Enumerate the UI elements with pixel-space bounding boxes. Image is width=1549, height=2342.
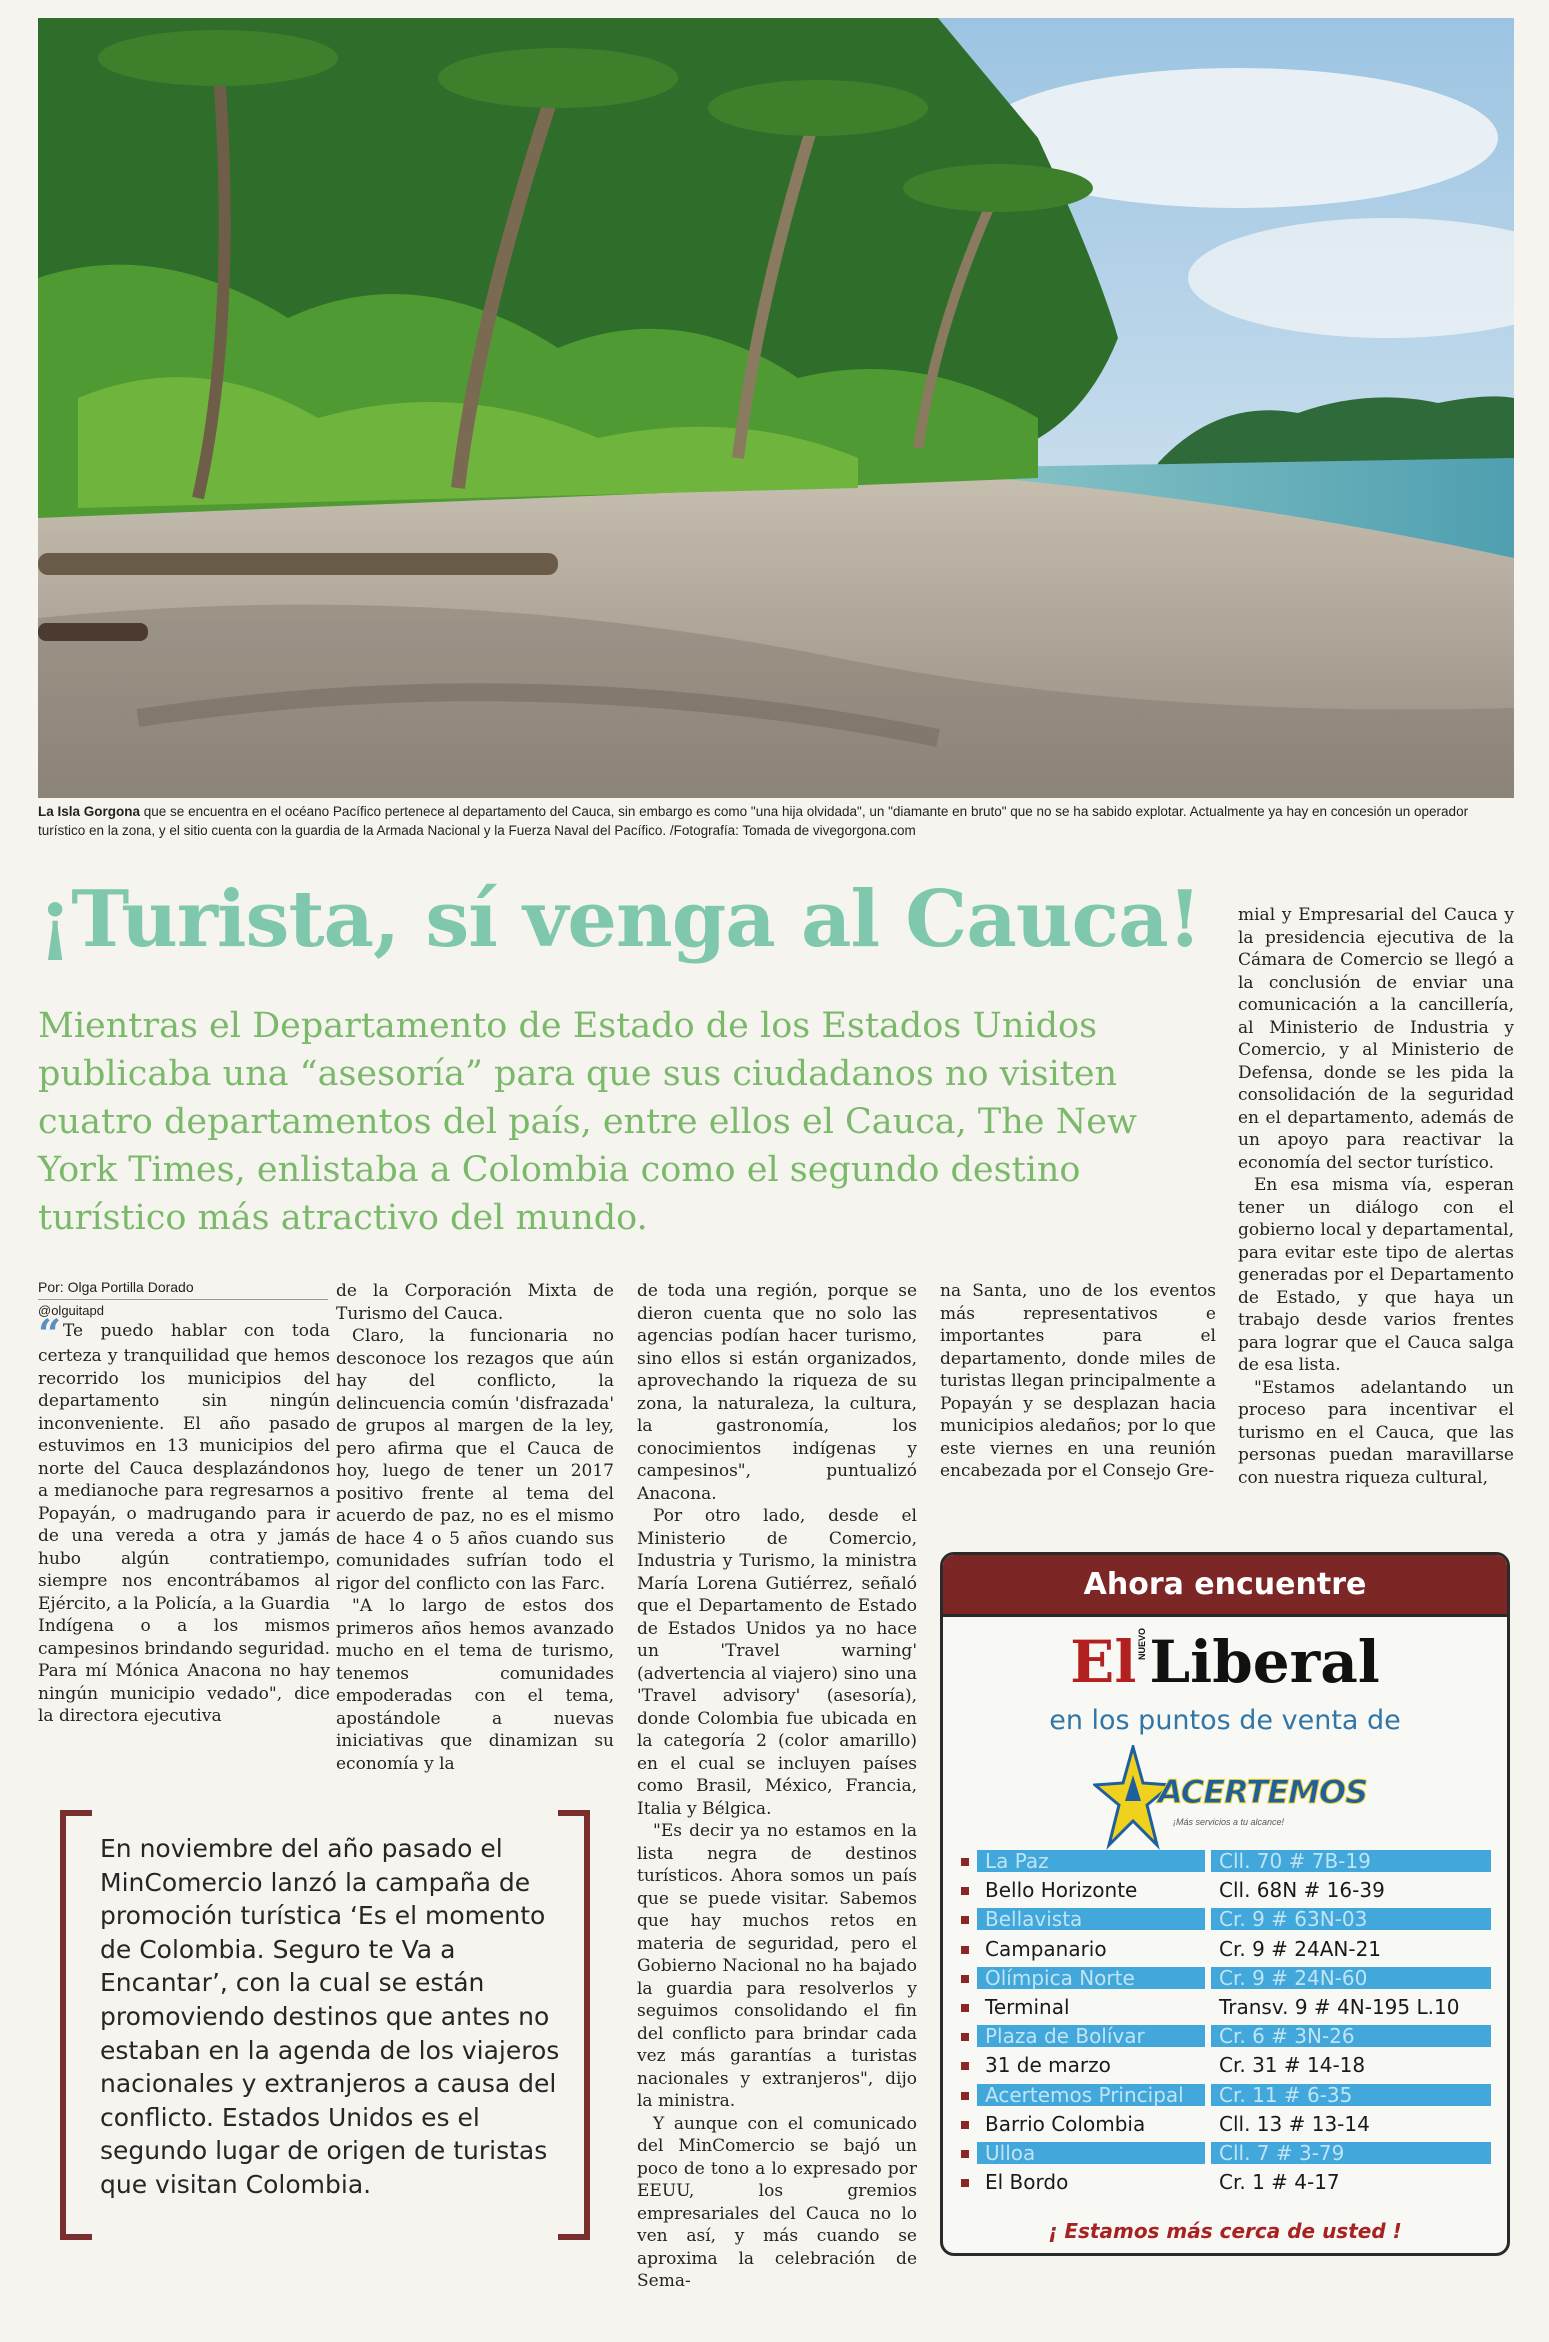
column-4-paragraph-1: na Santa, uno de los eventos más representativos e importantes para el departamento, donde miles de turistas llegan principalmente a Popayán y se desplazan hacia municipios aledaños; por lo que este viernes en una reunión encabezada por el Consejo Gre- <box>940 1281 1216 1481</box>
photo-caption <box>38 802 1514 840</box>
column-5 <box>1238 904 1514 1489</box>
location-name: Plaza de Bolívar <box>977 2025 1205 2047</box>
bullet-icon <box>961 1916 969 1924</box>
location-address: Cll. 7 # 3-79 <box>1211 2142 1491 2164</box>
pull-quote-box <box>60 1810 590 2240</box>
column-3-paragraph-3: "Es decir ya no estamos en la lista negra de destinos turísticos. Ahora somos un país que se puede visitar. Sabemos que hay muchos retos en materia de seguridad, pero el Gobierno Nacional no ha bajado la guardia para resolverlos y seguimos consolidando el fin del conflicto para brindar cada vez más garantías a turistas nacionales y extranjeros", dijo la ministra. <box>637 1821 917 2111</box>
location-address: Cr. 1 # 4-17 <box>1219 2170 1340 2195</box>
location-address: Cr. 11 # 6-35 <box>1211 2084 1491 2106</box>
article-deck: Mientras el Departamento de Estado de los Estados Unidos publicaba una “asesoría” para que sus ciudadanos no visiten cuatro departamentos del país, entre ellos el Cauca, The New York Times, enlistaba a Colombia como el segundo destino turístico más atractivo del mundo. <box>38 1006 1137 1238</box>
bullet-icon <box>961 2150 969 2158</box>
location-row <box>957 2022 1497 2051</box>
column-4 <box>940 1280 1216 1483</box>
right-bracket <box>558 1810 590 2240</box>
location-name: Barrio Colombia <box>985 2111 1146 2136</box>
acertemos-brand <box>943 1741 1507 1861</box>
bullet-icon <box>961 2092 969 2100</box>
column-2-paragraph-3: "A lo largo de estos dos primeros años hemos avanzado mucho en el tema de turismo, tenemos comunidades empoderadas con el tema, apostándole a nuevas iniciativas que dinamizan su economía y la <box>336 1596 614 1774</box>
bullet-icon <box>961 1858 969 1866</box>
acertemos-wordmark: ACERTEMOS <box>1158 1773 1368 1811</box>
location-address: Transv. 9 # 4N-195 L.10 <box>1219 1994 1460 2019</box>
column-5-paragraph-3: "Estamos adelantando un proceso para incentivar el turismo en el Cauca, que las personas puedan maravillarse con nuestra riqueza cultural, <box>1238 1377 1514 1488</box>
open-quote-icon: “ <box>38 1311 62 1358</box>
logo-liberal: Liberal <box>1149 1628 1380 1696</box>
location-name: El Bordo <box>985 2170 1069 2195</box>
byline-handle: @olguitapd <box>38 1299 328 1320</box>
article-headline: ¡Turista, sí venga al Cauca! <box>38 874 1201 965</box>
column-3 <box>637 1280 917 2293</box>
bullet-icon <box>961 2004 969 2012</box>
location-row <box>957 1847 1497 1876</box>
location-address: Cr. 6 # 3N-26 <box>1211 2025 1491 2047</box>
column-3-paragraph-4: Y aunque con el comunicado del MinComercio se bajó un poco de tono a lo expresado por EEUU, los gremios empresariales del Cauca no lo ven así, y más cuando se aproxima la celebración de Sema- <box>637 2113 917 2291</box>
column-2-paragraph-1: de la Corporación Mixta de Turismo del Cauca. <box>336 1281 614 1324</box>
bullet-icon <box>961 2033 969 2041</box>
caption-lead: La Isla Gorgona <box>38 804 141 819</box>
el-liberal-advertisement <box>940 1552 1510 2256</box>
column-3-paragraph-2: Por otro lado, desde el Ministerio de Comercio, Industria y Turismo, la ministra María Lorena Gutiérrez, señaló que el Departamento de Estado de Estados Unidos ya no hace un 'Travel warning' (advertencia al viajero) sino una 'Travel advisory' (asesoría), donde Colombia fue ubicada en la categoría 2 (color amarillo) en el cual se incluyen países como Brasil, México, Francia, Italia y Bélgica. <box>637 1506 917 1819</box>
location-name: 31 de marzo <box>985 2053 1111 2078</box>
column-3-paragraph-1: de toda una región, porque se dieron cuenta que no solo las agencias podían hacer turismo, sino ellos si están organizados, aprovechando la riqueza de su zona, la naturaleza, la cultura, la gastronomía, los conocimientos indígenas y campesinos", puntualizó Anacona. <box>637 1281 917 1504</box>
caption-text: que se encuentra en el océano Pacífico pertenece al departamento del Cauca, sin embargo es como "una hija olvidada", un "diamante en bruto" que no se ha sabido explotar. Actualmente ya hay en concesión un operador turístico en la zona, y el sitio cuenta con la guardia de la Armada Nacional y la Fuerza Naval del Pacífico. /Fotografía: Tomada de vivegorgona.com <box>38 804 1469 838</box>
location-row <box>957 1935 1497 1964</box>
bullet-icon <box>961 1887 969 1895</box>
column-1 <box>38 1311 330 1728</box>
left-bracket <box>60 1810 92 2240</box>
ad-header: Ahora encuentre <box>943 1555 1507 1617</box>
ad-subtitle: en los puntos de venta de <box>1049 1705 1401 1736</box>
locations-list <box>957 1847 1497 2197</box>
location-name: Ulloa <box>977 2142 1205 2164</box>
location-address: Cr. 9 # 63N-03 <box>1211 1908 1491 1930</box>
el-nuevo-liberal-logo <box>943 1627 1507 1697</box>
column-2-paragraph-2: Claro, la funcionaria no desconoce los rezagos que aún hay del conflicto, la delincuencia común 'disfrazada' de grupos al margen de la ley, pero afirma que el Cauca de hoy, luego de tener un 2017 positivo frente al tema del acuerdo de paz, no es el mismo de hace 4 o 5 años cuando sus comunidades sufrían todo el rigor del conflicto con las Farc. <box>336 1326 614 1594</box>
location-row <box>957 2081 1497 2110</box>
column-2 <box>336 1280 614 1775</box>
location-name: Bellavista <box>977 1908 1205 1930</box>
beach-photo <box>38 18 1514 798</box>
ad-footer-slogan: ¡ Estamos más cerca de usted ! <box>1048 2219 1402 2243</box>
location-row <box>957 1993 1497 2022</box>
location-row <box>957 2110 1497 2139</box>
bullet-icon <box>961 2179 969 2187</box>
bullet-icon <box>961 1946 969 1954</box>
acertemos-tagline: ¡Más servicios a tu alcance! <box>1173 1817 1285 1827</box>
pull-quote-text: En noviembre del año pasado el MinComercio lanzó la campaña de promoción turística ‘Es el momento de Colombia. Seguro te Va a Encantar’, con la cual se están promoviendo destinos que antes no estaban en la agenda de los viajeros nacionales y extranjeros a causa del conflicto. Estados Unidos es el segundo lugar de origen de turistas que visitan Colombia. <box>100 1834 560 2199</box>
byline <box>38 1278 328 1320</box>
location-address: Cll. 13 # 13-14 <box>1219 2111 1370 2136</box>
bullet-icon <box>961 2062 969 2070</box>
location-row <box>957 1876 1497 1905</box>
isla-gorgona-beach-illustration <box>38 18 1514 798</box>
location-row <box>957 1964 1497 1993</box>
location-row <box>957 2139 1497 2168</box>
location-name: La Paz <box>977 1850 1205 1872</box>
location-name: Acertemos Principal <box>977 2084 1205 2106</box>
column-1-text: Te puedo hablar con toda certeza y tranquilidad que hemos recorrido los municipios del departamento sin ningún inconveniente. El año pasado estuvimos en 13 municipios del norte del Cauca desplazándonos a medianoche para regresarnos a Popayán, o madrugando para ir de una vereda a otra y jamás hubo algún contratiempo, siempre nos encontrábamos al Ejército, a la Policía, a la Guardia Indígena o a los mismos campesinos brindando seguridad. Para mí Mónica Anacona no hay ningún municipio vedado", dice la directora ejecutiva <box>38 1321 330 1726</box>
location-row <box>957 2168 1497 2197</box>
location-address: Cll. 70 # 7B-19 <box>1211 1850 1491 1872</box>
byline-author: Por: Olga Portilla Dorado <box>38 1279 194 1295</box>
location-address: Cll. 68N # 16-39 <box>1219 1878 1385 1903</box>
column-5-paragraph-1: mial y Empresarial del Cauca y la presidencia ejecutiva de la Cámara de Comercio se llegó a la conclusión de enviar una comunicación a la cancillería, al Ministerio de Industria y Comercio, y al Ministerio de Defensa, donde se les pida la consolidación de la seguridad en el departamento, además de un apoyo para reactivar la economía del sector turístico. <box>1238 905 1514 1173</box>
bullet-icon <box>961 2121 969 2129</box>
column-5-paragraph-2: En esa misma vía, esperan tener un diálogo con el gobierno local y departamental, para evitar este tipo de alertas generadas por el Departamento de Estado, y que haya un trabajo desde varios frentes para lograr que el Cauca salga de esa lista. <box>1238 1175 1514 1375</box>
location-row <box>957 1905 1497 1934</box>
location-name: Terminal <box>985 1994 1070 2019</box>
logo-nuevo: NUEVO <box>1137 1627 1148 1660</box>
bullet-icon <box>961 1975 969 1983</box>
location-row <box>957 2051 1497 2080</box>
location-address: Cr. 9 # 24AN-21 <box>1219 1936 1382 1961</box>
location-name: Olímpica Norte <box>977 1967 1205 1989</box>
location-address: Cr. 31 # 14-18 <box>1219 2053 1366 2078</box>
location-name: Bello Horizonte <box>985 1878 1138 1903</box>
location-address: Cr. 9 # 24N-60 <box>1211 1967 1491 1989</box>
location-name: Campanario <box>985 1936 1107 1961</box>
logo-el: El <box>1070 1628 1137 1696</box>
column-1-paragraph <box>38 1311 330 1728</box>
